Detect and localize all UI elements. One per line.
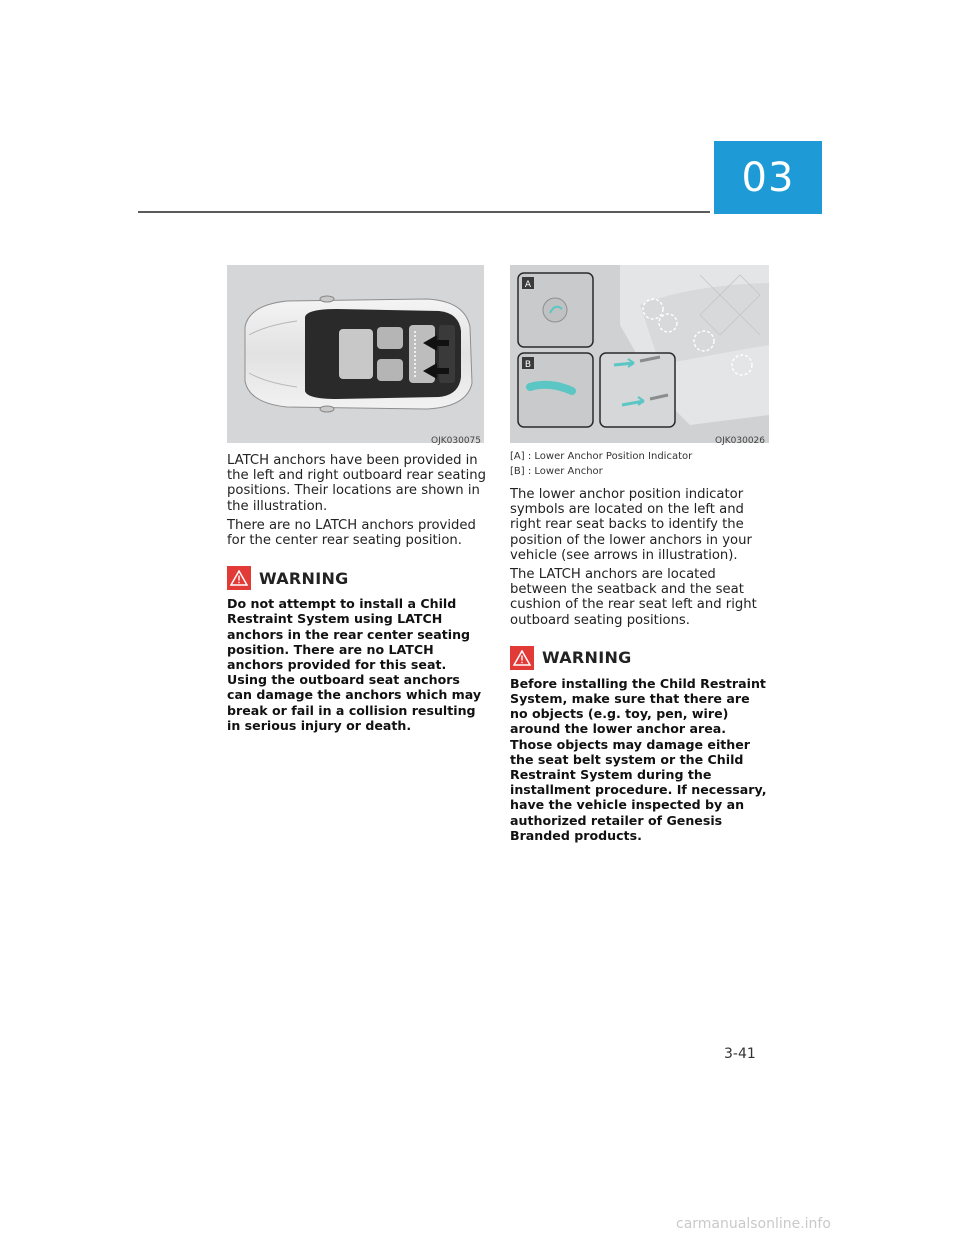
warning-title: WARNING <box>259 568 349 588</box>
rear-seat-anchors-illustration <box>510 265 769 443</box>
warning-title: WARNING <box>542 648 632 668</box>
warning-text: Before installing the Child Restraint System, make sure that there are no objects (e.g. toy, pen, wire) around the lower anchor area. Those objects may damage either the seat belt system or the Child Restraint System during the installment procedure. If necessary, have the vehicle inspected by an authorized retailer of Genesis Branded products. <box>510 675 767 843</box>
paragraph: The lower anchor position indicator symbols are located on the left and right rear seat backs to identify the position of the lower anchors in your vehicle (see arrows in illustration). <box>510 487 752 563</box>
inset-b-label: B <box>524 360 532 370</box>
figure-code: OJK030075 <box>431 436 481 446</box>
left-column <box>227 453 487 733</box>
page-number: 3-41 <box>724 1046 756 1062</box>
warning-triangle-icon <box>510 646 534 670</box>
watermark: carmanualsonline.info <box>676 1216 831 1232</box>
paragraph: LATCH anchors have been provided in the left and right outboard rear seating positions. Their locations are shown in the illustration. <box>227 453 487 514</box>
right-column <box>510 449 770 843</box>
warning-header <box>227 566 487 590</box>
paragraph: There are no LATCH anchors provided for the center rear seating position. <box>227 517 476 549</box>
figure-captions <box>510 449 770 479</box>
inset-a-label: A <box>524 280 532 290</box>
caption-b: [B] : Lower Anchor <box>510 466 603 477</box>
figure-code: OJK030026 <box>715 436 765 446</box>
header-rule <box>138 211 710 213</box>
paragraph: The LATCH anchors are located between the seatback and the seat cushion of the rear seat left and right outboard seating positions. <box>510 567 757 628</box>
warning-text: Do not attempt to install a Child Restraint System using LATCH anchors in the rear center seating position. There are no LATCH anchors provided for this seat. Using the outboard seat anchors can damage the anchors which may break or fail in a collision resulting in serious injury or death. <box>227 596 482 733</box>
chapter-tab: 03 <box>714 141 822 214</box>
rear-seat-anchors-figure <box>510 265 769 443</box>
caption-a: [A] : Lower Anchor Position Indicator <box>510 451 693 462</box>
warning-header <box>510 646 770 670</box>
vehicle-top-view-figure <box>227 265 484 443</box>
vehicle-top-view-illustration <box>227 265 484 443</box>
warning-triangle-icon <box>227 566 251 590</box>
